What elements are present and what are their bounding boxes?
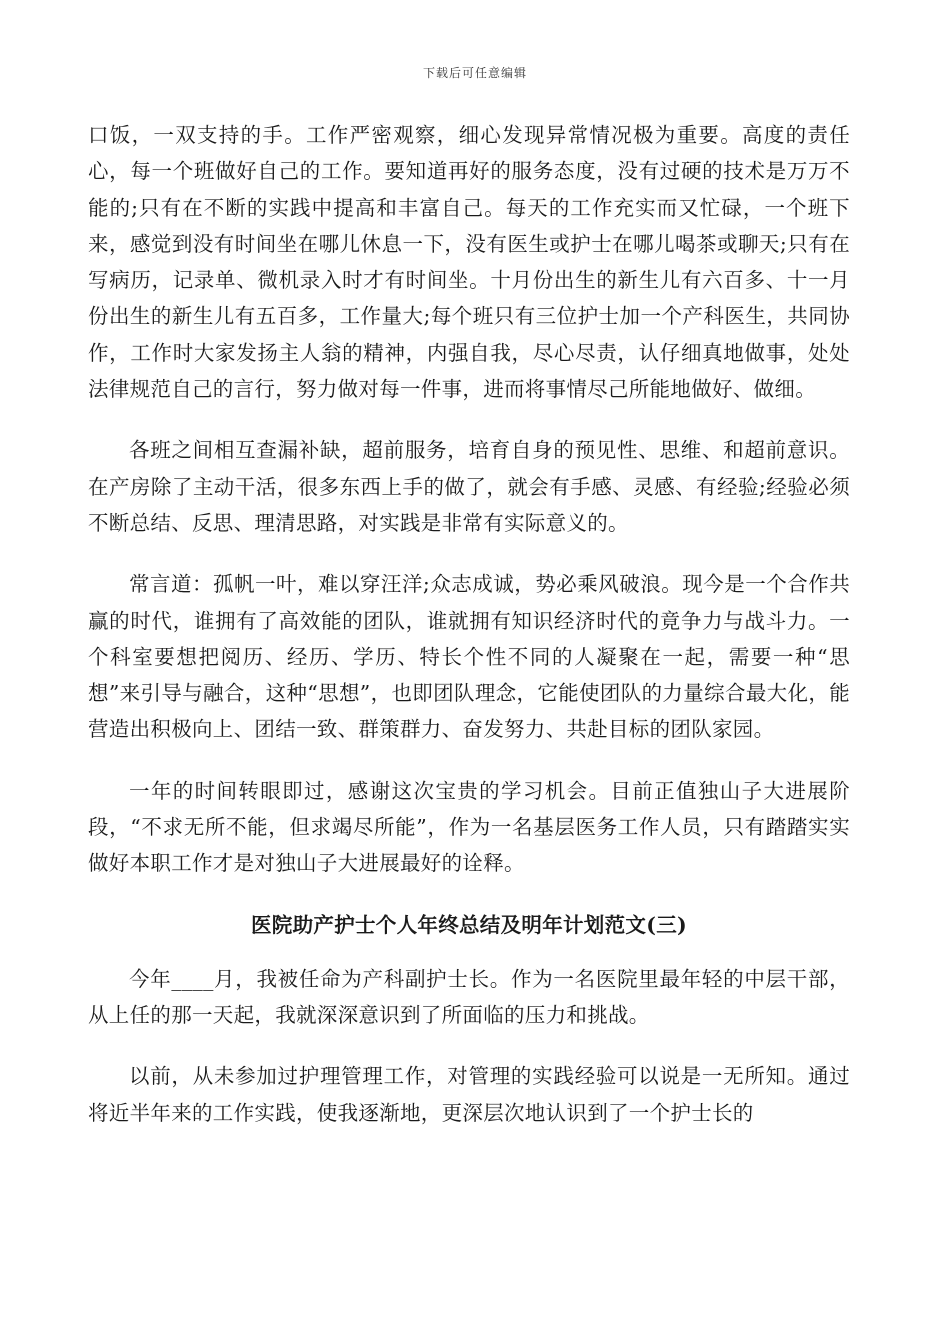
- section-title: 医院助产护士个人年终总结及明年计划范文(三): [251, 912, 687, 937]
- section-paragraph: 以前，从未参加过护理管理工作，对管理的实践经验可以说是一无所知。通过将近半年来的工作实践，使我逐渐地，更深层次地认识到了一个护士长的: [88, 1064, 850, 1125]
- header-note: 下载后可任意编辑: [422, 66, 527, 80]
- body-paragraph: 各班之间相互查漏补缺，超前服务，培育自身的预见性、思维、和超前意识。在产房除了主动干活，很多东西上手的做了，就会有手感、灵感、有经验;经验必须不断总结、反思、理清思路，对实践是非常有实际意义的。: [88, 438, 850, 535]
- document-body: [88, 117, 850, 1156]
- body-paragraph: 常言道：孤帆一叶，难以穿汪洋;众志成诚，势必乘风破浪。现今是一个合作共赢的时代，谁拥有了高效能的团队，谁就拥有知识经济时代的竟争力与战斗力。一个科室要想把阅历、经历、学历、特长个性不同的人凝聚在一起，需要一种“思想”来引导与融合，这种“思想”，也即团队理念，它能使团队的力量综合最大化，能营造出积极向上、团结一致、群策群力、奋发努力、共赴目标的团队家园。: [88, 572, 850, 742]
- body-paragraph: 一年的时间转眼即过，感谢这次宝贵的学习机会。目前正值独山子大进展阶段，“不求无所不能，但求竭尽所能”，作为一名基层医务工作人员，只有踏踏实实做好本职工作才是对独山子大进展最好的诠释。: [88, 778, 850, 876]
- body-paragraph-continued: 口饭，一双支持的手。工作严密观察，细心发现异常情况极为重要。高度的责任心，每一个班做好自己的工作。要知道再好的服务态度，没有过硬的技术是万万不能的;只有在不断的实践中提高和丰富自己。每天的工作充实而又忙碌，一个班下来，感觉到没有时间坐在哪儿休息一下，没有医生或护士在哪儿喝茶或聊天;只有在写病历，记录单、微机录入时才有时间坐。十月份出生的新生儿有六百多、十一月份出生的新生儿有五百多，工作量大;每个班只有三位护士加一个产科医生，共同协作，工作时大家发扬主人翁的精神，内强自我，尽心尽责，认仔细真地做事，处处法律规范自己的言行，努力做对每一件事，进而将事情尽己所能地做好、做细。: [88, 123, 850, 402]
- section-paragraph: 今年____月，我被任命为产科副护士长。作为一名医院里最年轻的中层干部，从上任的那一天起，我就深深意识到了所面临的压力和挑战。: [88, 966, 850, 1027]
